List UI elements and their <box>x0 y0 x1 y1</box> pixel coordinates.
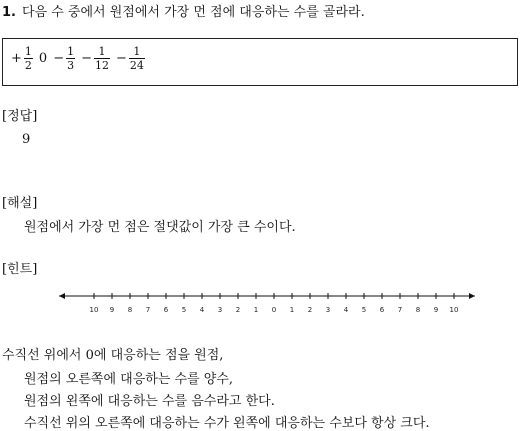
tick-label: 8 <box>127 306 133 314</box>
answer-value: 9 <box>22 132 31 147</box>
choice-sign: − <box>81 51 92 66</box>
hint-line-3: 원점의 왼쪽에 대응하는 수를 음수라고 한다. <box>24 394 275 409</box>
tick-label: 9 <box>109 306 115 314</box>
choices-box <box>2 38 518 86</box>
number-line-svg <box>57 284 477 324</box>
fraction-numerator: 1 <box>24 45 32 58</box>
tick-label: 3 <box>325 306 331 314</box>
hint-line-4: 수직선 위의 오른쪽에 대응하는 수가 왼쪽에 대응하는 수보다 항상 크다. <box>24 416 430 431</box>
question-title <box>2 1 365 20</box>
choice-2 <box>39 51 47 66</box>
fraction-numerator: 1 <box>98 45 106 58</box>
fraction <box>129 45 145 72</box>
tick-label: 4 <box>199 306 205 314</box>
tick-label: 2 <box>235 306 241 314</box>
hint-label: [힌트] <box>2 262 38 277</box>
question-number: 1. <box>2 5 16 20</box>
fraction-denominator: 3 <box>67 59 75 72</box>
tick-label: 7 <box>145 306 151 314</box>
choice-1 <box>11 45 33 72</box>
tick-label: 0 <box>271 306 277 314</box>
tick-label: 6 <box>379 306 385 314</box>
choice-value: 0 <box>38 51 48 66</box>
tick-label: 2 <box>307 306 313 314</box>
tick-label: 5 <box>361 306 367 314</box>
axis-arrow-left <box>59 293 65 299</box>
question-text: 다음 수 중에서 원점에서 가장 먼 점에 대응하는 수를 골라라. <box>21 5 365 20</box>
tick-label: 1 <box>289 306 295 314</box>
explanation-text: 원점에서 가장 먼 점은 절댓값이 가장 큰 수이다. <box>24 220 296 235</box>
explanation-label: [해설] <box>2 196 38 211</box>
answer-label: [정답] <box>2 109 38 124</box>
fraction <box>66 45 75 72</box>
fraction-denominator: 2 <box>24 59 32 72</box>
tick-label: 10 <box>449 306 459 314</box>
tick-label: 5 <box>181 306 187 314</box>
choice-4 <box>81 45 110 72</box>
fraction-denominator: 24 <box>129 59 144 72</box>
hint-line-2: 원점의 오른쪽에 대응하는 수를 양수, <box>24 372 234 387</box>
choice-3 <box>53 45 75 72</box>
hint-line-1: 수직선 위에서 0에 대응하는 점을 원점, <box>2 348 224 363</box>
choice-sign: + <box>11 51 22 66</box>
choice-sign: − <box>53 51 65 66</box>
choice-5 <box>116 45 145 72</box>
axis-arrow-right <box>469 293 475 299</box>
fraction <box>24 45 33 72</box>
number-line <box>57 284 477 324</box>
tick-label: 6 <box>163 306 169 314</box>
fraction-denominator: 12 <box>95 59 109 72</box>
fraction-numerator: 1 <box>133 45 141 58</box>
fraction-numerator: 1 <box>67 45 75 58</box>
tick-label: 7 <box>397 306 403 314</box>
tick-label: 1 <box>253 306 259 314</box>
tick-label: 10 <box>89 306 99 314</box>
tick-label: 4 <box>343 306 349 314</box>
choices-list <box>11 45 145 72</box>
tick-label: 8 <box>415 306 421 314</box>
tick-label: 3 <box>217 306 223 314</box>
fraction <box>94 45 110 72</box>
tick-label: 9 <box>433 306 439 314</box>
choice-sign: − <box>116 51 127 66</box>
